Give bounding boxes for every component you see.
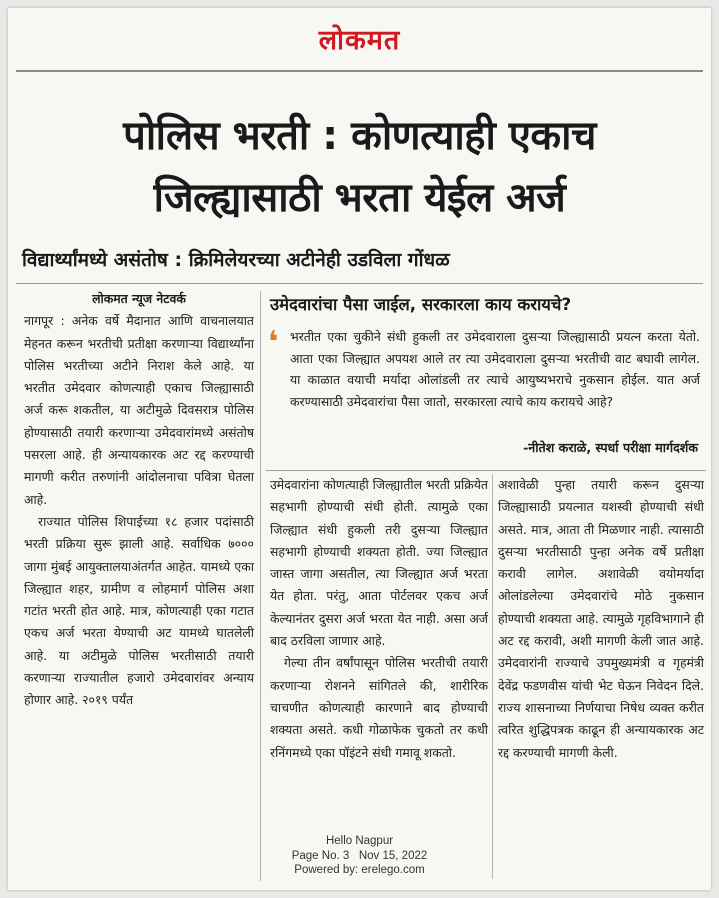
article-column-3 (498, 474, 704, 764)
newspaper-page (8, 8, 711, 890)
quote-text: भरतीत एका चुकीने संधी हुकली तर उमेदवाराला दुसऱ्या जिल्ह्यासाठी प्रयत्न करता येतो. आता एका जिल्ह्यात अपयश आले तर त्या उमेदवाराला दुसऱ्या भरतीची वाट बघावी लागेल. या काळात वयाची मर्यादा ओलांडली तर त्याचे आयुष्यभराचे नुकसान होईल. यात अर्ज करण्यासाठी उमेदवारांचा पैसा जातो, सरकारला त्याचे काय करायचे आहे? (290, 329, 700, 409)
footer-edition: Hello Nagpur (325, 835, 394, 847)
page-footer (8, 834, 711, 878)
column3-paragraph-1: अशावेळी पुन्हा तयारी करून दुसऱ्या जिल्ह्यासाठी प्रयत्नात यशस्वी होण्याची संधी असते. मात्र, आता ती मिळणार नाही. त्यासाठी दुसऱ्या भरतीसाठी पुन्हा अनेक वर्षे प्रतीक्षा करावी लागेल. अशावेळी वयोमर्यादा ओलांडलेल्या उमेदवारांचे मोठे नुकसान होण्याची शक्यता आहे. त्यामुळे गृहविभागाने ही अट रद्द करावी, अशी मागणी केली जात आहे. उमेदवारांनी राज्याचे उपमुख्यमंत्री व गृहमंत्री देवेंद्र फडणवीस यांची भेट घेऊन निवेदन दिले. राज्य शासनाच्या निर्णयाचा निषेध व्यक्त करीत त्वरित शुद्धिपत्रक काढून ही अन्यायकारक अट रद्द करण्याची मागणी केली. (498, 477, 704, 760)
quote-heading: उमेदवारांचा पैसा जाईल, सरकारला काय करायचे? (270, 295, 572, 314)
column2-paragraph-1: उमेदवारांना कोणत्याही जिल्ह्यातील भरती प्रक्रियेत सहभागी होण्याची संधी होती. त्यामुळे एका जिल्ह्यात संधी हुकली तरी दुसऱ्या जिल्ह्यात सहभागी होण्याची शक्यता होती. ज्या जिल्ह्यात जास्त जागा असतील, त्या जिल्ह्यात अर्ज भरता येत होता. परंतु, आता पोर्टलवर एकच अर्ज केल्यानंतर दुसरा अर्ज भरता येत नाही. असा अर्ज बाद ठरविला जाणार आहे. (270, 477, 488, 649)
column1-paragraph-2: राज्यात पोलिस शिपाईच्या १८ हजार पदांसाठी भरती प्रक्रिया सुरू झाली आहे. सर्वाधिक ७००० जागा मुंबई आयुक्तालयाअंतर्गत आहेत. यामध्ये एका जिल्ह्यात शहर, ग्रामीण व लोहमार्ग पोलिस अशा गटांत भरती होत आहे. मात्र, कोणत्याही एका गटात एकच अर्ज भरता येण्याची अट यामध्ये घातलेली आहे. या अटीमुळे पोलिस भरतीसाठी तयारी करणाऱ्या राज्यातील हजारो उमेदवारांवर अन्याय होणार आहे. २०१९ पर्यंत (24, 513, 254, 708)
column-divider-1 (260, 291, 261, 881)
column1-paragraph-1: नागपूर : अनेक वर्षे मैदानात आणि वाचनालयात मेहनत करून भरतीची प्रतीक्षा करणाऱ्या विद्यार्थ्यांना पोलिस भरतीच्या अटीने निराश केले आहे. या भरतीत उमेदवार कोणत्याही एकाच जिल्ह्यासाठी अर्ज करू शकतील, या अटीमुळे दिवसरात्र पोलिस होण्यासाठी तयारी करणाऱ्या उमेदवारांमध्ये असंतोष पसरला आहे. ही अन्यायकारक अट रद्द करण्याची मागणी करीत तरुणांनी आंदोलनाचा पवित्रा घेतला आहे. (24, 313, 254, 507)
article-column-2 (270, 474, 488, 764)
subheadline: विद्यार्थ्यांमध्ये असंतोष : क्रिमिलेयरच्या अटीनेही उडविला गोंधळ (22, 249, 450, 271)
footer-powered-by: Powered by: erelego.com (294, 864, 425, 876)
subheadline-rule (16, 283, 703, 284)
headline-line-1: पोलिस भरती : कोणत्याही एकाच (123, 113, 596, 159)
column2-paragraph-2: गेल्या तीन वर्षांपासून पोलिस भरतीची तयारी करणाऱ्या रोशनने सांगितले की, शारीरिक चाचणीत कोणत्याही कारणाने बाद होण्याची शक्यता असते. कधी गोळाफेक चुकतो तर कधी रनिंगमध्ये एका पॉइंटने संधी गमावू शकतो. (270, 655, 488, 760)
quote-box (266, 322, 704, 466)
byline: लोकमत न्यूज नेटवर्क (92, 291, 186, 306)
article-column-1 (24, 288, 254, 712)
quote-author: -नीतेश कराळे, स्पर्धा परीक्षा मार्गदर्शक (523, 440, 698, 455)
quote-mark-icon: ❛ (268, 325, 279, 360)
masthead-logo: लोकमत (318, 25, 401, 56)
quote-rule (266, 470, 706, 471)
masthead-rule (16, 70, 703, 72)
column-divider-2 (492, 474, 493, 879)
footer-page-date: Page No. 3 Nov 15, 2022 (291, 849, 428, 862)
headline-line-2: जिल्ह्यासाठी भरता येईल अर्ज (153, 175, 566, 221)
